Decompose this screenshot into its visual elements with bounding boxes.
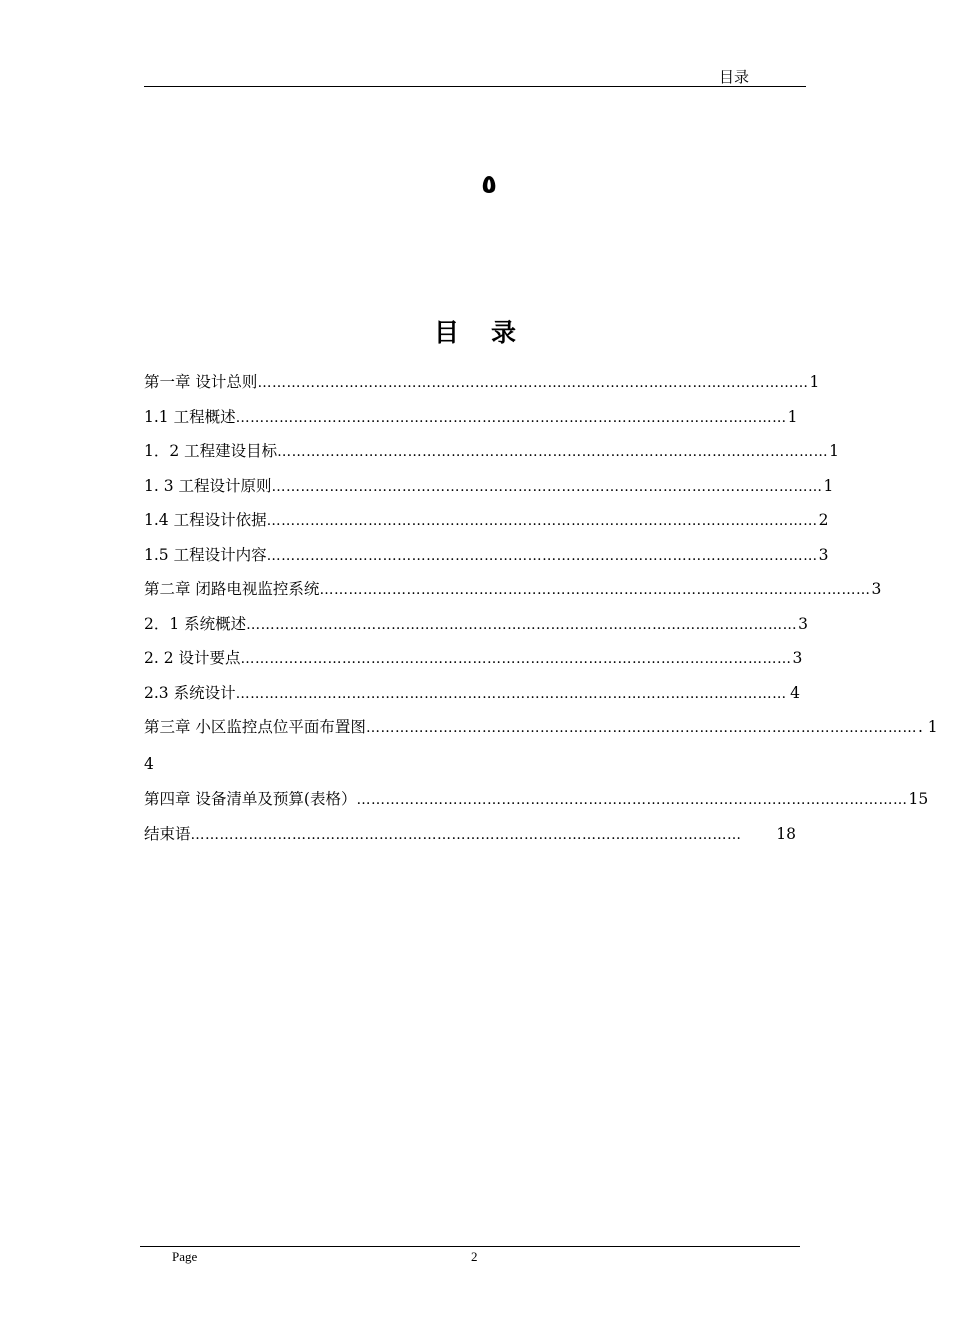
toc-entry-page: 3 (792, 649, 803, 667)
toc-leader: …………………………………………………………………………………………………… (319, 582, 871, 598)
toc-entry[interactable] (144, 612, 809, 638)
toc-leader: …………………………………………………………………………………………………… (356, 792, 908, 808)
toc-leader: …………………………………………………………………………………………………… (246, 617, 798, 633)
toc-title: 目录 (433, 318, 548, 347)
toc-entry-label: 结束语 (144, 825, 191, 843)
toc-entry[interactable] (144, 577, 882, 603)
toc-leader: …………………………………………………………………………………………………… (271, 479, 823, 495)
toc-entry-page: 1 (829, 442, 840, 460)
toc-entry[interactable] (144, 543, 829, 569)
toc-leader: …………………………………………………………………………………………………… (266, 513, 818, 529)
toc-leader: …………………………………………………………………………………………………… (235, 686, 787, 702)
toc-entry[interactable] (144, 822, 796, 848)
toc-leader: …………………………………………………………………………………………………… (277, 444, 829, 460)
toc-entry-label: 第二章 闭路电视监控系统 (144, 580, 320, 598)
toc-entry-page: 3 (798, 615, 809, 633)
toc-entry-label: 1．2 工程建设目标 (144, 442, 278, 460)
toc-entry-label: 1.5 工程设计内容 (144, 546, 267, 564)
toc-entry-label: 第三章 小区监控点位平面布置图 (144, 718, 366, 736)
toc-entry-label: 第四章 设备清单及预算(表格） (144, 790, 357, 808)
toc-entry-page-wrap: 4 (144, 755, 154, 773)
toc-entry-label: 2.3 系统设计 (144, 684, 236, 702)
running-header: 目录 (719, 68, 750, 86)
toc-entry-label: 1.1 工程概述 (144, 408, 236, 426)
toc-leader: …………………………………………………………………………………………………… (365, 720, 917, 736)
toc-entry[interactable] (144, 474, 834, 500)
toc-entry-page: 15 (908, 790, 929, 808)
footer-page-number: 2 (471, 1249, 478, 1264)
toc-entry[interactable] (144, 646, 803, 672)
toc-entry-page: 2 (818, 511, 829, 529)
toc-entry-page: 1 (823, 477, 834, 495)
toc-entry-page: 3 (871, 580, 882, 598)
toc-entry-label: 1. 3 工程设计原则 (144, 477, 272, 495)
toc-leader: …………………………………………………………………………………………………… (257, 375, 809, 391)
header-rule (144, 86, 806, 87)
footer-rule (140, 1246, 800, 1247)
toc-entry-page: 4 (790, 684, 800, 702)
toc-entry-page: 3 (818, 546, 829, 564)
toc-entry-page: 18 (776, 825, 796, 843)
toc-entry[interactable] (144, 370, 820, 396)
toc-entry[interactable] (144, 787, 929, 813)
chapter-mark: ٥ (481, 170, 497, 200)
toc-leader: …………………………………………………………………………………………………… (266, 548, 818, 564)
toc-entry-page: 1 (809, 373, 820, 391)
toc-entry-label: 1.4 工程设计依据 (144, 511, 267, 529)
toc-entry[interactable] (144, 681, 800, 707)
toc-leader: …………………………………………………………………………………………………… (235, 410, 787, 426)
toc-entry[interactable] (144, 715, 938, 741)
toc-leader: …………………………………………………………………………………………………… (190, 827, 742, 843)
toc-entry-page: 1 (787, 408, 798, 426)
toc-entry-label: 2. 2 设计要点 (144, 649, 241, 667)
toc-entry[interactable] (144, 439, 840, 465)
footer-label: Page (172, 1249, 198, 1264)
toc-entry-label: 第一章 设计总则 (144, 373, 258, 391)
toc-leader: …………………………………………………………………………………………………… (240, 651, 792, 667)
toc-entry-label: 2．1 系统概述 (144, 615, 247, 633)
toc-entry[interactable] (144, 508, 829, 534)
toc-entry[interactable] (144, 405, 798, 431)
toc-entry-page: . 1 (917, 718, 938, 736)
